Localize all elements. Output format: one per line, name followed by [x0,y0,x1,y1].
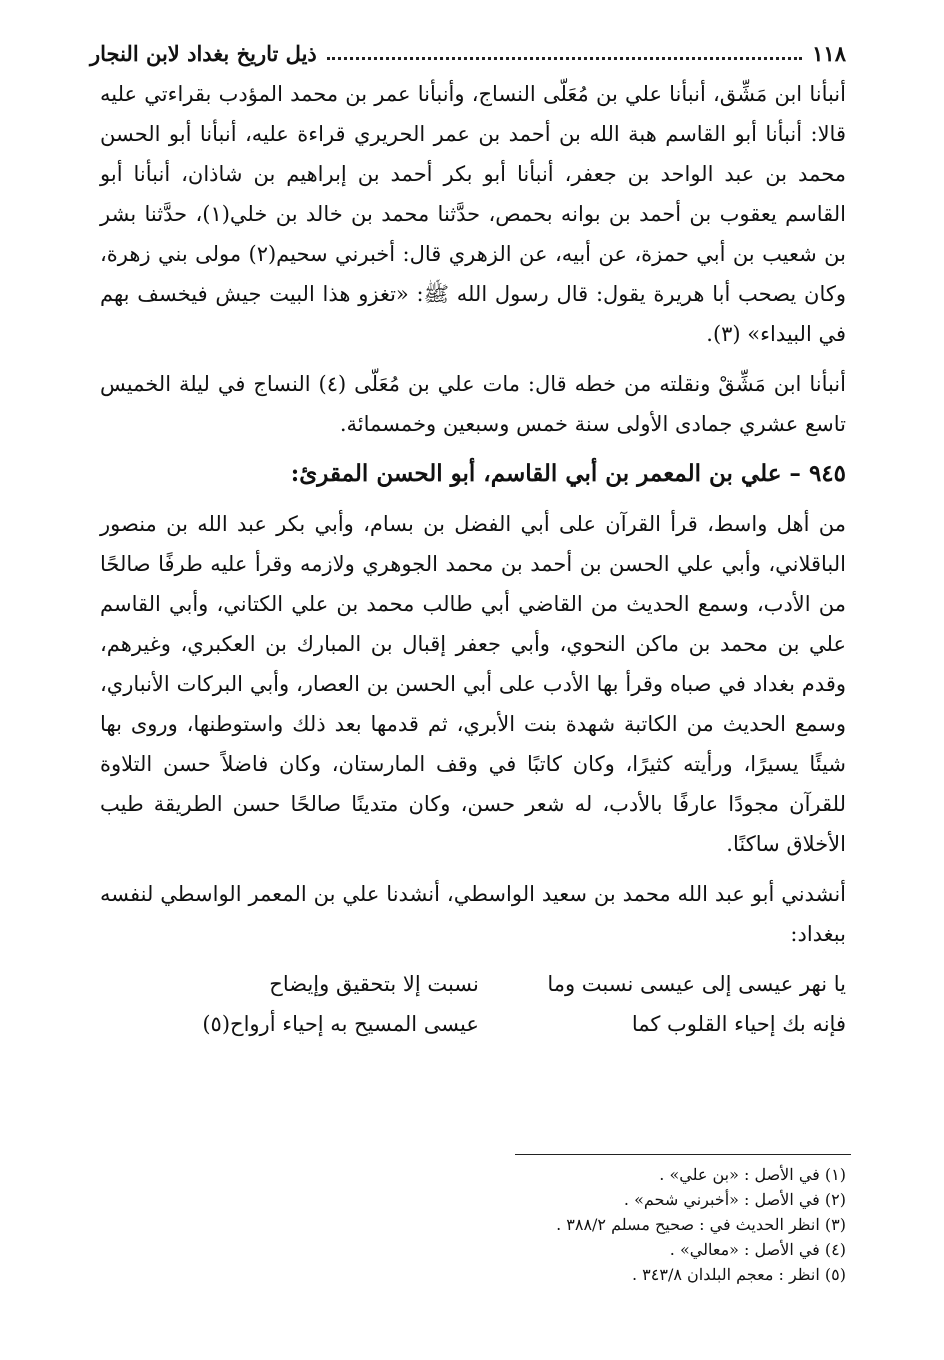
running-title: ذيل تاريخ بغداد لابن النجار [90,40,317,66]
footnote: (٤) في الأصل : «معالي» . [669,1240,846,1259]
page-number: ١١٨ [812,40,846,66]
paragraph-poem-intro: أنشدني أبو عبد الله محمد بن سعيد الواسطي، أنشدنا علي بن المعمر الواسطي لنفسه ببغداد: [100,882,846,946]
main-text [100,74,846,1044]
paragraph-biography: من أهل واسط، قرأ القرآن على أبي الفضل بن بسام، وأبي بكر عبد الله بن منصور الباقلاني، وأبي علي الحسن بن أحمد بن محمد الجوهري ولازمه وقرأ عليه طرفًا صالحًا من الأدب، وسمع الحديث من القاضي أبي طالب محمد بن علي الكتاني، وأبي القاسم علي بن محمد بن ماكن النحوي، وأبي جعفر إقبال بن المبارك بن العكبري، وغيرهم، وقدم بغداد في صباه وقرأ بها الأدب على أبي الحسن بن العصار، وأبي البركات الأنباري، وسمع الحديث من الكاتبة شهدة بنت الأبري، ثم قدمها بعد ذلك واستوطنها، وروى بها شيئًا يسيرًا، ورأيته كثيرًا، وكان كاتبًا في وقف المارستان، وكان فاضلاً حسن التلاوة للقرآن مجودًا عارفًا بالأدب، له شعر حسن، وكان متدينًا صالحًا حسن الطريقة طيب الأخلاق ساكنًا. [100,512,846,856]
footnote: (١) في الأصل : «بن علي» . [659,1165,846,1184]
footnote: (٣) انظر الحديث في : صحيح مسلم ٣٨٨/٢ . [556,1215,846,1234]
verse-hemistich-first: فإنه بك إحياء القلوب كما [631,1012,846,1036]
footnote-divider [515,1154,851,1155]
footnote: (٢) في الأصل : «أخبرني شحم» . [623,1190,846,1209]
poem [100,964,846,1044]
paragraph-death-note: أنبأنا ابن مَشِّقْ ونقلته من خطه قال: مات علي بن مُعَلّى (٤) النساج في ليلة الخميس تاسع عشري جمادى الأولى سنة خمس وسبعين وخمسمائة. [100,372,846,436]
entry-heading: ٩٤٥ – علي بن المعمر بن أبي القاسم، أبو الحسن المقرئ: [290,460,846,487]
verse-hemistich-second: نسبت إلا بتحقيق وإيضاح [269,972,479,996]
verse-hemistich-second: عيسى المسيح به إحياء أرواح(٥) [202,1012,479,1036]
footnotes [300,1162,846,1287]
paragraph-isnad: أنبأنا ابن مَشِّق، أنبأنا علي بن مُعَلّى النساج، وأنبأنا عمر بن محمد المؤدب بقراءتي عليه قالا: أنبأنا أبو القاسم هبة الله بن أحمد بن عمر الحريري قراءة عليه، أنبأنا أبو الحسن محمد بن عبد الواحد بن جعفر، أنبأنا أبو بكر أحمد بن إبراهيم بن شاذان، أنبأنا أبو القاسم يعقوب بن أحمد بن بوانه بحمص، حدَّثنا محمد بن خالد بن خلي(١)، حدَّثنا بشر بن شعيب بن أبي حمزة، عن أبيه، عن الزهري قال: أخبرني سحيم(٢) مولى بني زهرة، وكان يصحب أبا هريرة يقول: قال رسول الله ﷺ: «تغزو هذا البيت جيش فيخسف بهم في البيداء» (٣). [100,82,846,346]
header-dotted-leader [327,57,802,60]
verse-line [100,1004,846,1044]
verse-hemistich-first: يا نهر عيسى إلى عيسى نسبت وما [547,972,846,996]
page-header [90,36,846,70]
verse-line [100,964,846,1004]
footnote: (٥) انظر : معجم البلدان ٣٤٣/٨ . [632,1265,846,1284]
